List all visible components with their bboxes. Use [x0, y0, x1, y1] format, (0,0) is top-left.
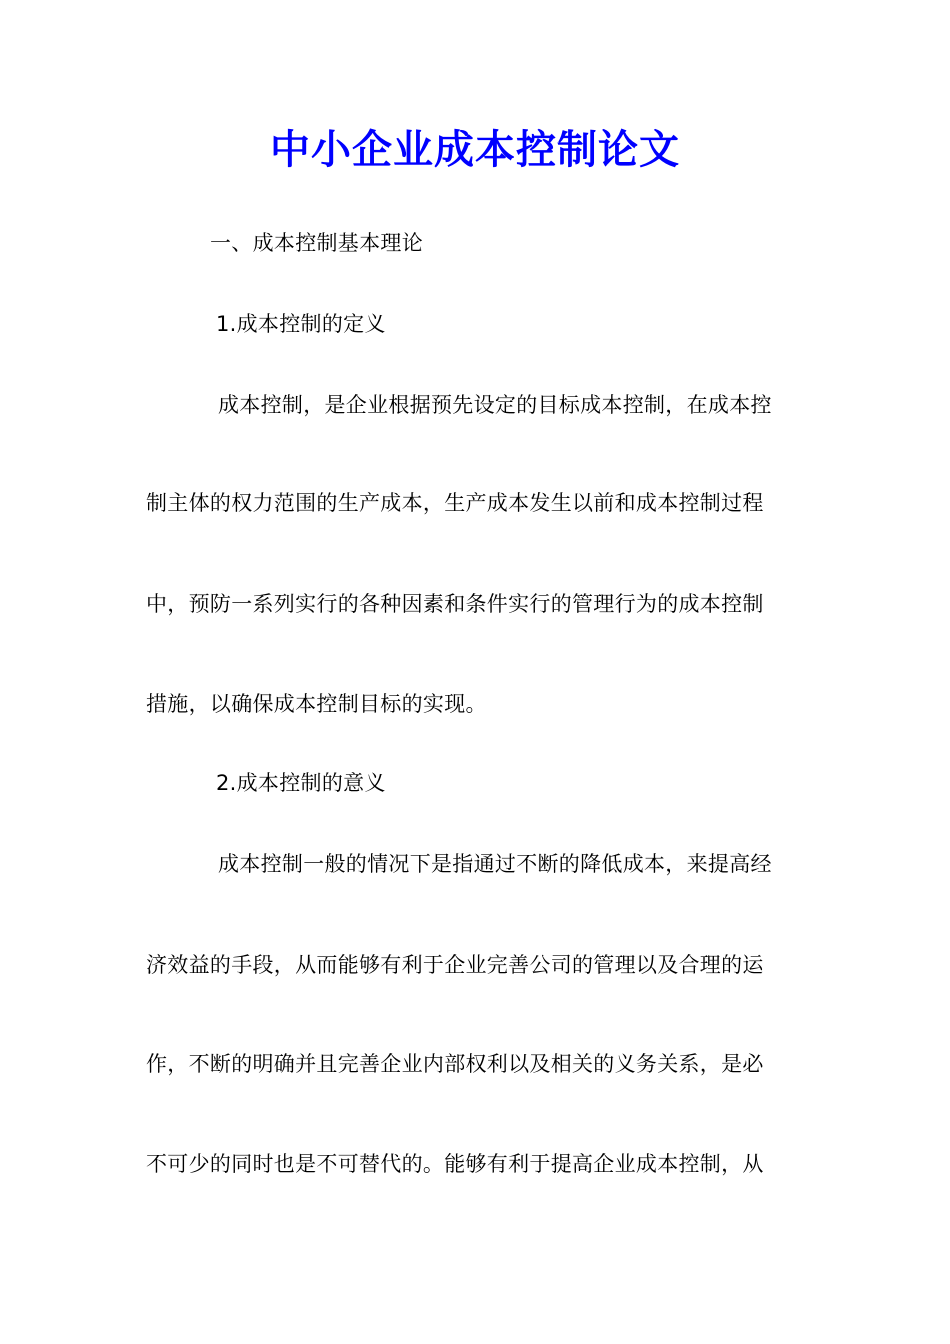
document-title: 中小企业成本控制论文: [270, 126, 680, 173]
paragraph-line: 中，预防一系列实行的各种因素和条件实行的管理行为的成本控制: [146, 592, 764, 616]
paragraph-line: 济效益的手段，从而能够有利于企业完善公司的管理以及合理的运: [146, 953, 764, 977]
paragraph-line: 不可少的同时也是不可替代的。能够有利于提高企业成本控制，从: [146, 1152, 764, 1176]
subsection-heading: 2.成本控制的意义: [216, 771, 386, 795]
paragraph-line: 成本控制，是企业根据预先设定的目标成本控制，在成本控: [218, 393, 772, 417]
section-heading: 一、成本控制基本理论: [210, 231, 423, 255]
paragraph-line: 措施，以确保成本控制目标的实现。: [146, 692, 487, 716]
paragraph-line: 作，不断的明确并且完善企业内部权利以及相关的义务关系，是必: [146, 1052, 764, 1076]
paragraph-line: 制主体的权力范围的生产成本，生产成本发生以前和成本控制过程: [146, 491, 764, 515]
paragraph-line: 成本控制一般的情况下是指通过不断的降低成本，来提高经: [218, 852, 772, 876]
subsection-heading: 1.成本控制的定义: [216, 312, 386, 336]
